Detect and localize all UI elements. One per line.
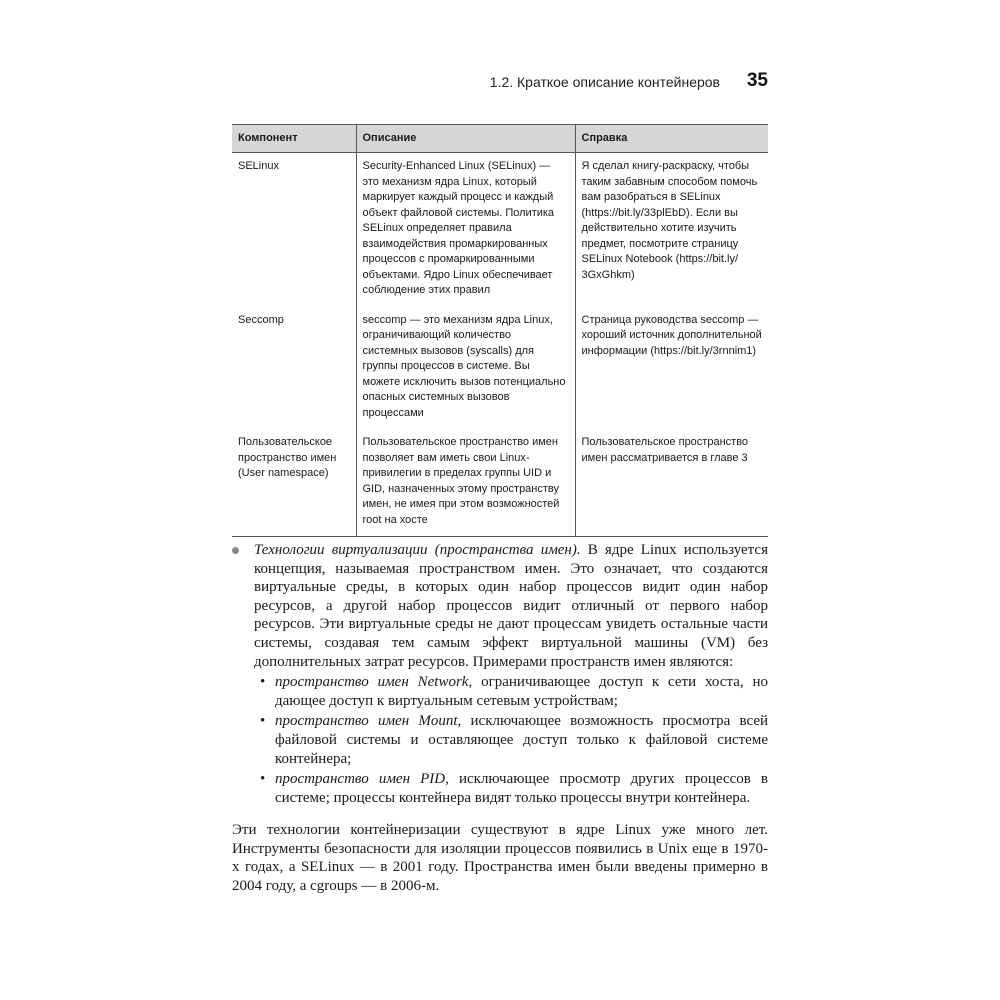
- namespace-list: [254, 673, 768, 807]
- running-head: [232, 70, 768, 96]
- bullet-icon: •: [260, 771, 266, 788]
- bullet-icon: •: [260, 713, 266, 730]
- table-row: [232, 429, 768, 537]
- closing-paragraph: Эти технологии контейнеризации существуют в ядре Linux уже много лет. Инструменты безопасности для изоляции процессов появились в Unix еще в 1970-х годах, а SELinux — в 2001 году. Пространства имен были введены примерно в 2004 году, а cgroups — в 2006-м.: [232, 822, 768, 894]
- components-table: [232, 124, 768, 537]
- list-item-term: пространство имен Network: [275, 674, 469, 691]
- cell-reference: Я сделал книгу-раскраску, чтобы таким забавным способом помочь вам разобраться в SELinux (https://bit.ly/33plEbD). Если вы действительно хотите изучить предмет, посмотрите страницу SELinux Notebook (https://bit.ly/ 3GxGhkm): [575, 153, 768, 307]
- running-head-section-title: 1.2. Краткое описание контейнеров: [489, 74, 720, 90]
- table-row: [232, 307, 768, 430]
- list-item: [254, 712, 768, 768]
- list-item-text: , ограничивающее доступ к сети хоста, но дающее доступ к виртуальным сетевым устройствам;: [275, 674, 768, 709]
- list-item-term: пространство имен PID: [275, 771, 446, 788]
- bullet-lead: Технологии виртуализации (пространства имен).: [254, 542, 581, 558]
- cell-description: Security-Enhanced Linux (SELinux) — это механизм ядра Linux, который маркирует каждый процесс и каждый объект файловой системы. Политика SELinux определяет правила взаимодействия промаркированных процессов с промаркированными объектами. Ядро Linux обеспечивает соблюдение этих правил: [356, 153, 575, 307]
- cell-component: SELinux: [238, 160, 279, 172]
- page-number: 35: [746, 70, 768, 91]
- list-item-text: , исключающее возможность просмотра всей файловой системы и оставляющее доступ только к файловой системе контейнера;: [275, 713, 768, 767]
- table-header-row: [232, 125, 768, 153]
- cell-reference: Пользовательское пространство имен рассматривается в главе 3: [575, 429, 768, 537]
- virtualization-bullet: [232, 541, 768, 807]
- column-header-component: Компонент: [232, 125, 356, 153]
- table-row: [232, 153, 768, 307]
- column-header-description: Описание: [356, 125, 575, 153]
- list-item-text: , исключающее просмотр других процессов в системе; процессы контейнера видят только процессы внутри контейнера.: [275, 771, 768, 806]
- bullet-dot-icon: [232, 547, 239, 554]
- cell-description: Пользовательское пространство имен позволяет вам иметь свои Linux-привилегии в пределах группы UID и GID, назначенных этому пространству имен, не имея при этом возможностей root на хосте: [356, 429, 575, 537]
- cell-component: Seccomp: [238, 313, 284, 326]
- cell-reference: Страница руководства seccomp — хороший источник дополнительной информации (https://bit.ly/3rnnim1): [575, 307, 768, 430]
- list-item: [254, 673, 768, 710]
- column-header-reference: Справка: [575, 125, 768, 153]
- list-item-term: пространство имен Mount: [275, 713, 458, 730]
- bullet-text: В ядре Linux используется концепция, называемая пространством имен. Это означает, что создаются виртуальные среды, в которых один набор процессов видит один набор ресурсов, а другой набор процессов видит отличный от первого набор ресурсов. Эти виртуальные среды не дают процессам увидеть остальные части системы, создавая тем самым эффект виртуальной машины (VM) без дополнительных затрат ресурсов. Примерами пространств имен являются:: [254, 542, 768, 670]
- bullet-content: [254, 541, 768, 807]
- cell-description: seccomp — это механизм ядра Linux, ограничивающий количество системных вызовов (syscalls) для группы процессов в системе. Вы можете исключить вызов потенциально опасных системных вызовов процессами: [356, 307, 575, 430]
- list-item: [254, 770, 768, 807]
- bullet-icon: •: [260, 674, 266, 691]
- cell-component: Пользовательское пространство имен (User namespace): [232, 429, 356, 537]
